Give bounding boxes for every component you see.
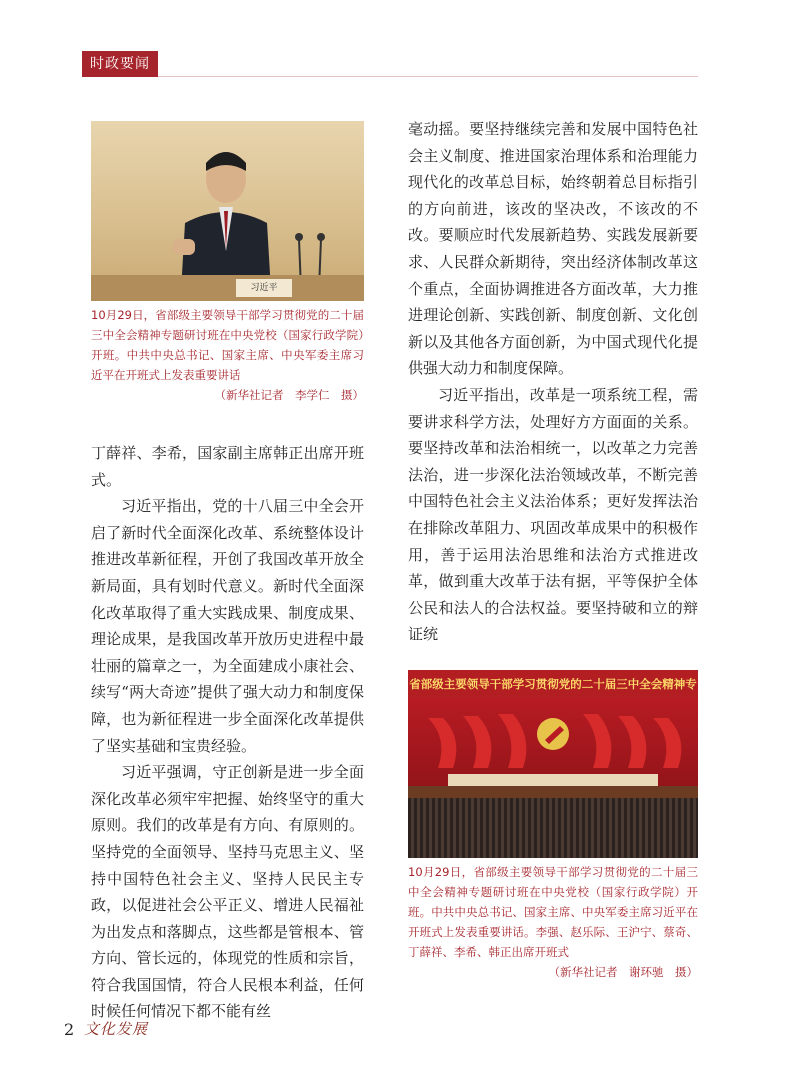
speaker-figure [171,141,281,291]
podium-desk [91,275,364,301]
paragraph: 丁薛祥、李希，国家副主席韩正出席开班式。 [91,444,364,489]
page-number: 2 [64,1020,75,1039]
paragraph: 习近平强调，守正创新是进一步全面深化改革必须牢牢把握、始终坚守的重大原则。我们的改革是有方向、有原则的。坚持党的全面领导、坚持马克思主义、坚持中国特色社会主义、坚持人民民主专政，以促进社会公平正义、增进人民福祉为出发点和落脚点，这些都是管根本、管方向、管长远的，体现党的性质和宗旨，符合我国国情，符合人民根本利益，任何时候任何情况下都不能有丝 [91,763,364,1021]
caption-credit: （新华社记者 谢环驰 摄） [548,965,698,979]
stage [408,698,698,798]
paragraph: 习近平指出，党的十八届三中全会开启了新时代全面深化改革、系统整体设计推进改革新征程，开创了我国改革开放全新局面，具有划时代意义。新时代全面深化改革取得了重大实践成果、制度成果、理论成果，是我国改革开放历史进程中最壮丽的篇章之一，为全面建成小康社会、续写“两大奇迹”提供了强大动力和制度保障，也为新征程进一步全面深化改革提供了坚实基础和宝贵经验。 [91,497,364,755]
photo-conference-hall [408,670,698,858]
flags-and-emblem [408,698,698,798]
caption-credit: （新华社记者 李学仁 摄） [214,388,364,402]
left-column [91,440,364,1025]
caption-text: 10月29日，省部级主要领导干部学习贯彻党的二十届三中全会精神专题研讨班在中央党校（国家行政学院）开班。中共中央总书记、国家主席、中央军委主席习近平在开班式上发表重要讲话。李强、赵乐际、王沪宁、蔡奇、丁薛祥、李希、韩正出席开班式 [408,865,698,959]
section-tag: 时政要闻 [82,51,158,77]
nameplate: 习近平 [236,279,292,297]
caption-text: 10月29日，省部级主要领导干部学习贯彻党的二十届三中全会精神专题研讨班在中央党校（国家行政学院）开班。中共中央总书记、国家主席、中央军委主席习近平在开班式上发表重要讲话 [91,308,364,382]
photo-top-caption [91,305,364,405]
right-column [408,116,698,648]
audience [408,798,698,858]
paragraph: 习近平指出，改革是一项系统工程，需要讲求科学方法，处理好方方面面的关系。要坚持改革和法治相统一，以改革之力完善法治，进一步深化法治领域改革，不断完善中国特色社会主义法治体系；更好发挥法治在排除改革阻力、巩固改革成果中的积极作用，善于运用法治思维和法治方式推进改革，做到重大改革于法有据，平等保护全体公民和法人的合法权益。要坚持破和立的辩证统 [408,385,698,644]
hall-banner: 省部级主要领导干部学习贯彻党的二十届三中全会精神专 [408,670,698,698]
photo-speaker [91,121,364,301]
paragraph: 毫动摇。要坚持继续完善和发展中国特色社会主义制度、推进国家治理体系和治理能力现代化的改革总目标，始终朝着总目标指引的方向前进，该改的坚决改，不该改的不改。要顺应时代发展新趋势、实践发展新要求、人民群众新期待，突出经济体制改革这个重点，全面协调推进各方面改革，大力推进理论创新、实践创新、制度创新、文化创新以及其他各方面创新，为中国式现代化提供强大动力和制度保障。 [408,120,698,378]
photo-right-caption [408,862,698,982]
magazine-logo: 文化发展 [84,1020,149,1038]
section-divider [158,76,698,77]
